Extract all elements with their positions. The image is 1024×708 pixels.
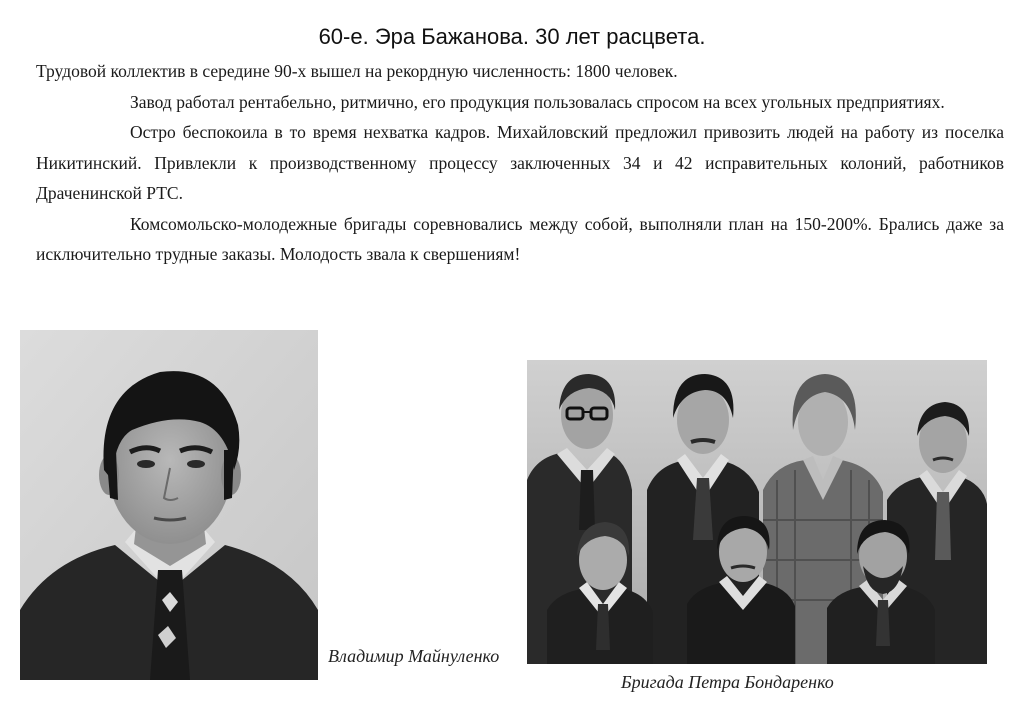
paragraph-3: Остро беспокоила в то время нехватка кадров. Михайловский предложил привозить людей на работу из поселка Никитинский. Привлекли к производственному процессу заключенных 34 и 42 исправительных колоний, работников Драченинской РТС. xyxy=(36,122,1004,203)
slide-title: 60-е. Эра Бажанова. 30 лет расцвета. xyxy=(318,24,706,49)
body-text xyxy=(36,56,1004,270)
paragraph-1: Трудовой коллектив в середине 90-х вышел на рекордную численность: 1800 человек. xyxy=(36,61,678,81)
paragraph-2: Завод работал рентабельно, ритмично, его продукция пользовалась спросом на всех угольных предприятиях. xyxy=(130,91,945,112)
group-photo xyxy=(527,360,987,664)
portrait-caption: Владимир Майнуленко xyxy=(328,646,500,666)
group-caption: Бригада Петра Бондаренко xyxy=(621,672,834,692)
portrait-photo xyxy=(20,330,318,680)
paragraph-4: Комсомольско-молодежные бригады соревновались между собой, выполняли план на 150-200%. Брались даже за исключительно трудные заказы. Молодость звала к свершениям! xyxy=(36,213,1004,264)
